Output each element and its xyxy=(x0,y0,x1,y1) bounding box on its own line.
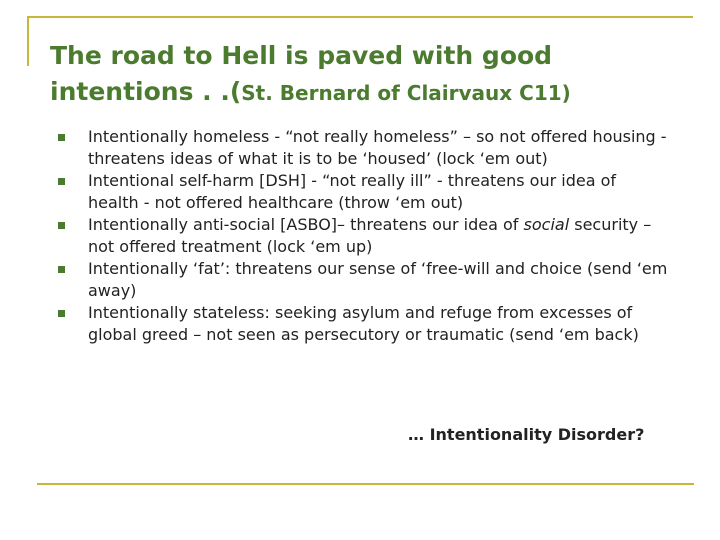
bullet-text-after: security – not offered treatment (lock ‘em up) xyxy=(88,215,652,256)
square-bullet-icon xyxy=(58,134,65,141)
closing-question: … Intentionality Disorder? xyxy=(408,425,645,444)
bullet-text: Intentional self-harm [DSH] - “not really ill” - threatens our idea of health - not offered healthcare (throw ‘em out) xyxy=(88,171,617,212)
top-rule xyxy=(27,16,693,18)
square-bullet-icon xyxy=(58,178,65,185)
bullet-text: Intentionally homeless - “not really homeless” – so not offered housing - threatens ideas of what it is to be ‘housed’ (lock ‘em out) xyxy=(88,127,667,168)
bullet-list xyxy=(50,126,670,346)
left-rule xyxy=(27,16,29,66)
title-main: The road to Hell is paved with good intentions . .( xyxy=(50,41,553,106)
bullet-text-emphasis: social xyxy=(523,215,570,234)
bullet-text: Intentionally stateless: seeking asylum and refuge from excesses of global greed – not seen as persecutory or traumatic (send ‘em back) xyxy=(88,303,639,344)
bullet-item xyxy=(50,302,670,346)
square-bullet-icon xyxy=(58,222,65,229)
slide-title xyxy=(50,38,700,111)
bullet-item xyxy=(50,170,670,214)
bullet-item xyxy=(50,126,670,170)
square-bullet-icon xyxy=(58,266,65,273)
bottom-rule xyxy=(37,483,694,485)
bullet-item xyxy=(50,214,670,258)
bullet-text: Intentionally ‘fat’: threatens our sense of ‘free-will and choice (send ‘em away) xyxy=(88,259,668,300)
bullet-item xyxy=(50,258,670,302)
bullet-text-before: Intentionally anti-social [ASBO]– threatens our idea of xyxy=(88,215,524,234)
title-attribution: St. Bernard of Clairvaux C11) xyxy=(241,81,571,105)
square-bullet-icon xyxy=(58,310,65,317)
